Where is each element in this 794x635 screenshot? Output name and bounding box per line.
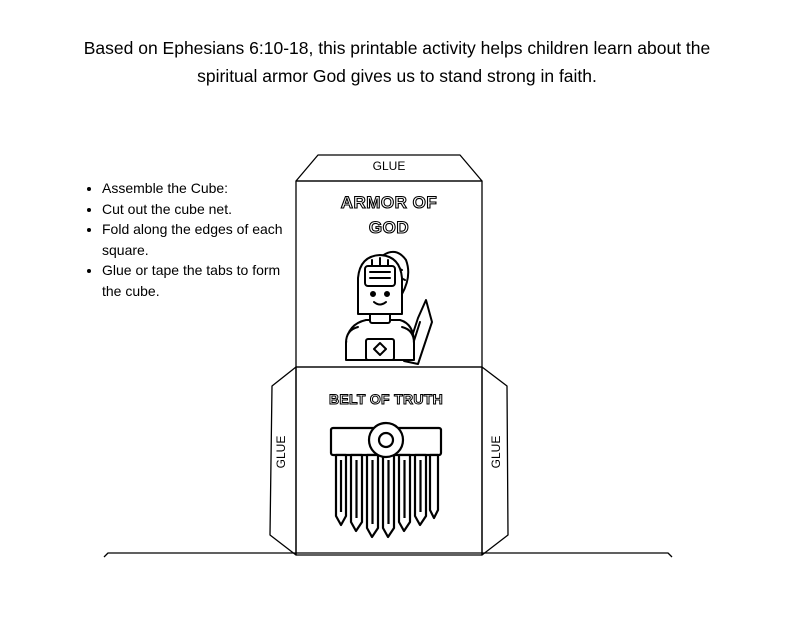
instruction-item: • Cut out the cube net. xyxy=(102,199,292,220)
armor-of-god-title-line-2: GOD xyxy=(368,218,410,237)
belt-of-truth-title: BELT OF TRUTH xyxy=(328,391,444,407)
belt-illustration xyxy=(331,423,441,537)
top-glue-label: GLUE xyxy=(372,159,406,173)
instruction-item: • Assemble the Cube: xyxy=(102,178,292,199)
instruction-item: • Glue or tape the tabs to form the cube. xyxy=(102,260,292,301)
right-glue-label: GLUE xyxy=(489,435,503,469)
knight-illustration xyxy=(346,252,432,364)
instruction-item: • Fold along the edges of each square. xyxy=(102,219,292,260)
left-glue-label: GLUE xyxy=(274,435,288,469)
intro-line-2: spiritual armor God gives us to stand strong in faith. xyxy=(197,66,597,86)
intro-line-1: Based on Ephesians 6:10-18, this printable activity helps children learn about the xyxy=(83,38,711,58)
armor-of-god-title-line-1: ARMOR OF xyxy=(340,193,438,212)
